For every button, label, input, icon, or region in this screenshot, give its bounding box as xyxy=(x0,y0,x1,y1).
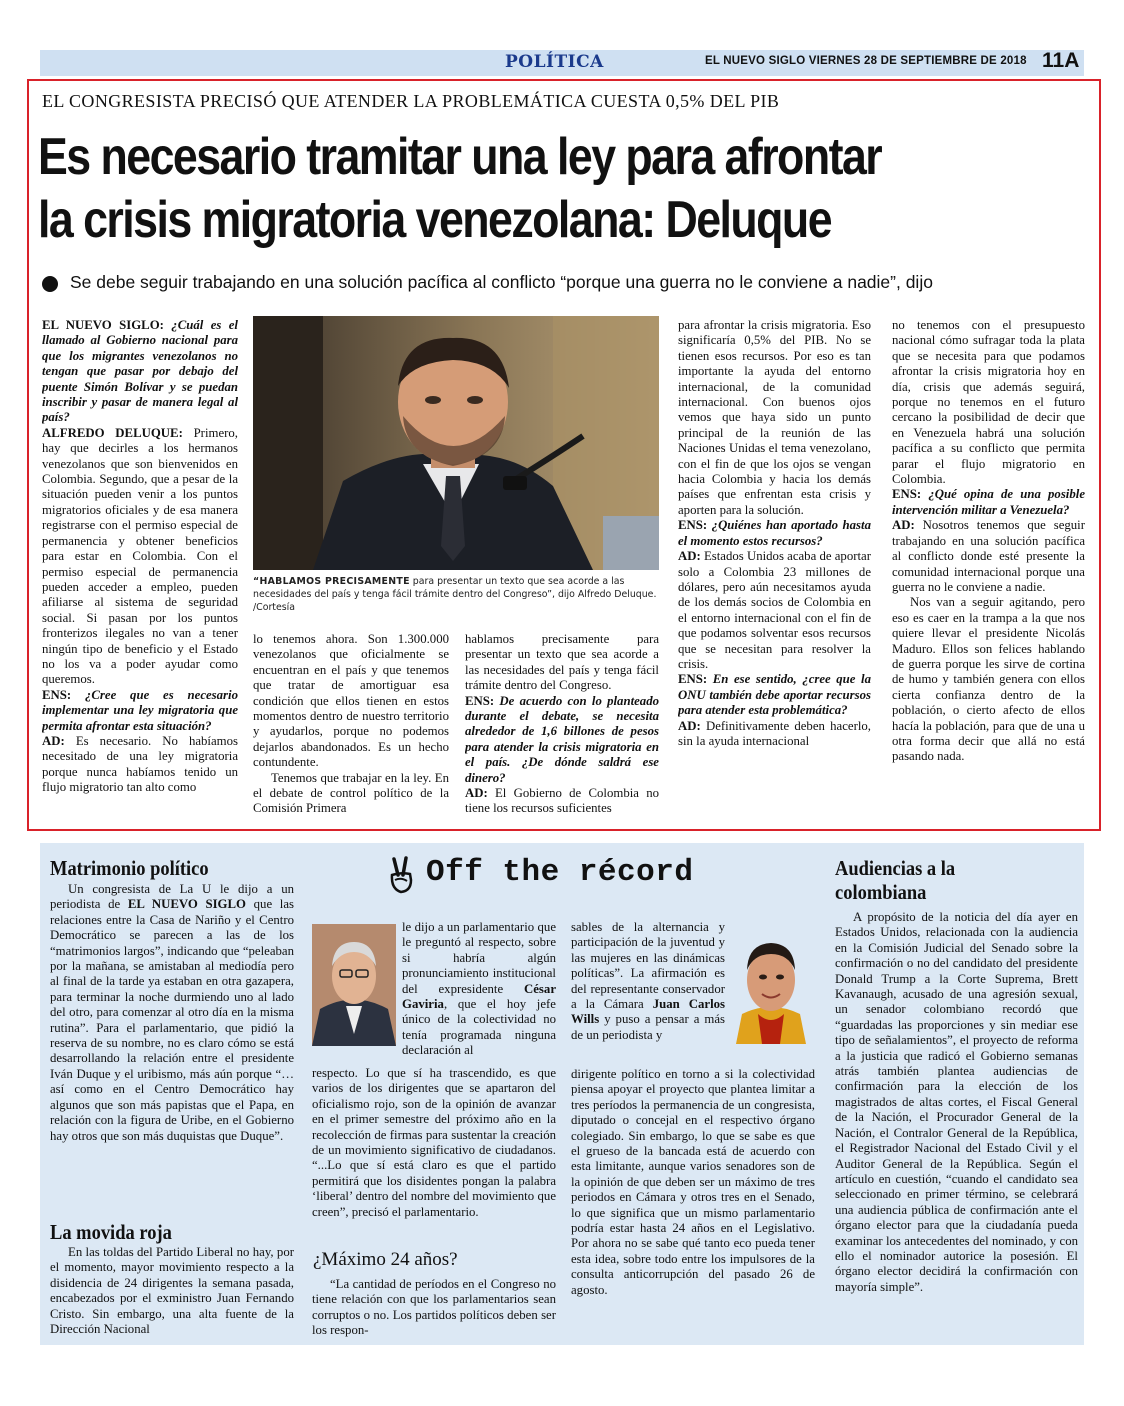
juan-carlos-wills-photo xyxy=(728,922,814,1044)
paragraph: A propósito de la noticia del día ayer en Estados Unidos, relacionada con la audiencia en la Comisión Judicial del Senado sobre la confirmación o no del candidato del presidente Donald Trump a la Corte Suprema, Brett Kavanaugh, acusado de una agresión sexual, un senador colombiano recordó que “guardadas las proporciones y sin mediar ese tipo de señalamientos”, el proyecto de reforma a la justicia que radicó el Gobierno semanas atrás también plantea audiencias de confirmación para la elección de los magistrados de altas cortes, el Fiscal General de la Nación, el Procurador General de la Nación, el Contralor General de la República, el Registrador Nacional del Estado Civil y el Auditor General de la República. Según el artículo en cuestión, “cuando el candidato sea seleccionado en primer término, se celebrará una audiencia pública de confirmación ante el órgano elector para que la ciudadanía pueda examinar los antecedentes del nominado, y con ello el nominador autorice la posesión. El órgano elector decidirá la confirmación con mayoría simple”. xyxy=(835,910,1078,1294)
answer-text: Nosotros tenemos que seguir trabajando en una solución pacífica al conflicto donde esté presente la comunidad internacional porque una guerra no le conviene a nadie. xyxy=(892,518,1085,594)
paragraph: dirigente político en torno a si la colectividad piensa apoyar el proyecto que plantea limitar a tres períodos la permanencia de un congresista, diputado o concejal en el respectivo órgano colegiado. Sin embargo, lo que se sabe es que el grueso de la bancada está de acuerdo con esta limitante, aunque varios senadores son de la opinión de que deben ser un máximo de tres periodos en Cámara y otros tres en el Senado, lo que significa que un mismo parlamentario podría estar hasta 24 años en el Legislativo. Por ahora no se sabe qué tanto eco pueda tener esta idea, sobre todo entre los impulsores de la consulta anticorrupción del pasado 26 de agosto. xyxy=(571,1067,815,1297)
movida-roja-text xyxy=(50,1245,294,1340)
text: que las relaciones entre la Casa de Nariño y el Centro Democrático se parecen a las de los “matrimonios largos”, indicando que “peleaban por la mañana, se amistaban al mediodía pero al final de la tarde ya estaban en otra gazapera, para terminar la noche durmiendo uno al lado del otro, para comenzar al otro día en la misma rutina”. Para el parlamentario, que pidió la reserva de su nombre, no es claro cómo se está desarrollando la relación entre el presidente Iván Duque y el uribismo, más aún porque “…así como en el Centro Democrático hay algunos que son más papistas que el Papa, en relación con la figura de Uribe, en el Gobierno hay otros que son más duquistas que Duque”. xyxy=(50,897,294,1143)
audiencias-title xyxy=(835,856,955,904)
question-text: En ese sentido, ¿cree que la ONU también debe aportar recursos para atender esta problemática? xyxy=(678,672,871,718)
speaker-label: EL NUEVO SIGLO: xyxy=(42,318,172,332)
question xyxy=(892,487,1085,518)
maximo-24-text xyxy=(312,1277,556,1340)
article-column-5 xyxy=(892,318,1085,826)
paragraph xyxy=(50,882,294,1144)
newspaper-name: EL NUEVO SIGLO xyxy=(127,897,247,912)
matrimonio-title: Matrimonio político xyxy=(50,856,209,880)
wills-photo-illustration xyxy=(728,922,814,1044)
speaker-label: ENS: xyxy=(678,518,712,533)
paragraph: lo tenemos ahora. Son 1.300.000 venezolanos que oficialmente se encuentran en el país y que tenemos que tratar de amortiguar esa condición que ellos tienen en estos momentos dentro de nuestro territorio y ayudarlos, porque no podemos dejarlos abandonados. Es un hecho contundente. xyxy=(253,632,449,770)
answer xyxy=(465,786,659,817)
answer-text: Es necesario. No habíamos necesitado de una ley migratoria porque nunca habíamos tenido un flujo migratorio tan alto como xyxy=(42,733,238,795)
paragraph: respecto. Lo que sí ha trascendido, es que varios de los dirigentes que se apartaron del oficialismo rojo, son de la opinión de avanzar en el primer semestre del próximo año en la recolección de firmas para sustentar la creación de un movimiento significativo de ciudadanos. “...Lo que sí está claro es que el partido permitirá que los disidentes pongan la palabra ‘liberal’ dentro del nombre del movimiento que creen”, precisó el parlamentario. xyxy=(312,1066,556,1219)
question-text: ¿Qué opina de una posible intervención militar a Venezuela? xyxy=(892,487,1085,517)
question-1 xyxy=(42,318,238,426)
dateline: EL NUEVO SIGLO VIERNES 28 DE SEPTIEMBRE DE 2018 xyxy=(705,55,1027,67)
speaker-label: ENS: xyxy=(892,487,929,502)
question-2 xyxy=(42,688,238,734)
paragraph: En las toldas del Partido Liberal no hay, por el momento, mayor movimiento respecto a la disidencia de 24 dirigentes la semana pasada, encabezados por el exministro Juan Fernando Cristo. Sin embargo, una alta fuente de la Dirección Nacional xyxy=(50,1245,294,1337)
speaker-label: AD: xyxy=(678,718,706,733)
wills-text-upper xyxy=(571,920,725,1067)
matrimonio-text xyxy=(50,882,294,1210)
answer-text: Estados Unidos acaba de aportar solo a Colombia 23 millones de dólares, pero aún necesitamos ayuda de los demás socios de Colombia en el entorno internacional con el fin de que podamos solventar esos recursos que se necesitan para resolver la crisis. xyxy=(678,549,871,671)
deck-bullet xyxy=(42,276,58,292)
person-name: César Gaviria xyxy=(402,981,556,1012)
article-column-3 xyxy=(465,632,659,828)
article-column-4 xyxy=(678,318,871,826)
article-kicker: EL CONGRESISTA PRECISÓ QUE ATENDER LA PROBLEMÁTICA CUESTA 0,5% DEL PIB xyxy=(42,91,780,111)
headline-line-1: Es necesario tramitar una ley para afrontar xyxy=(38,128,882,186)
speaker-label: ALFREDO DELUQUE: xyxy=(42,425,194,440)
article-column-2 xyxy=(253,632,449,828)
paragraph xyxy=(571,920,725,1043)
audiencias-title-line-2: colombiana xyxy=(835,880,927,904)
speaker-label: ENS: xyxy=(678,672,713,687)
paragraph: para afrontar la crisis migratoria. Eso significaría 0,5% del PIB. No se tienen esos recursos. Por eso es tan importante la ayuda del entorno internacional, de la comunidad internacional. Con buenos ojos vemos que haya sido un punto principal de la reunión de las Naciones Unidas el tema venezolano, con el fin de que los ojos se vengan hacia Colombia y hacia los demás países que enfrentan esta crisis y aporten para la solución. xyxy=(678,318,871,517)
answer-text: Primero, hay que decirles a los hermanos venezolanos que son bienvenidos en Colombia. Segundo, que a pesar de la situación pueden venir a los puntos migratorios oficiales y de esa manera registrarse con el permiso especial de permanencia y obtener beneficios para estar en Colombia. Con el permiso especial de permanencia pueden acceder a empleo, pueden afiliarse al sistema de seguridad social. Si pasan por los puntos fronterizos ilegales no van a tener ningún tipo de beneficio y el Estado no los va a poder ayudar como queremos. xyxy=(42,425,238,687)
gaviria-text-upper xyxy=(402,920,556,1067)
gaviria-photo-illustration xyxy=(312,924,396,1046)
gaviria-text-lower xyxy=(312,1066,556,1240)
text: le dijo a un parlamentario que le preguntó al respecto, sobre si habría algún pronunciamiento institucional del expresidente xyxy=(402,920,556,996)
paragraph: Tenemos que trabajar en la ley. En el debate de control político de la Comisión Primera xyxy=(253,770,449,816)
answer-text: El Gobierno de Colombia no tiene los recursos suficientes xyxy=(465,786,659,816)
text: Un congresista de La U le dijo a un periodista de xyxy=(50,882,294,912)
cesar-gaviria-photo xyxy=(312,924,396,1046)
question-text: De acuerdo con lo planteado durante el debate, se necesita alrededor de 1,6 billones de pesos para atender la crisis migratoria en el país. ¿De dónde saldrá ese dinero? xyxy=(465,693,659,785)
audiencias-title-line-1: Audiencias a la xyxy=(835,856,956,880)
audiencias-text xyxy=(835,910,1078,1342)
speaker-label: ENS: xyxy=(465,693,500,708)
question xyxy=(678,672,871,718)
answer-text: Definitivamente deben hacerlo, sin la ayuda internacional xyxy=(678,718,871,748)
speaker-label: ENS: xyxy=(42,687,85,702)
movida-roja-title: La movida roja xyxy=(50,1220,172,1244)
maximo-24-title: ¿Máximo 24 años? xyxy=(313,1249,458,1270)
person-name: Juan Carlos Wills xyxy=(571,997,725,1027)
caption-lead: “HABLAMOS PRECISAMENTE xyxy=(253,576,410,587)
question xyxy=(678,518,871,549)
text: y puso a pensar a más de un periodista y xyxy=(571,1012,725,1042)
article-deck: Se debe seguir trabajando en una solución pacífica al conflicto “porque una guerra no le conviene a nadie”, dijo xyxy=(70,272,933,292)
text: , que el hoy jefe único de la colectividad no tenía programada ninguna declaración al xyxy=(402,997,556,1058)
question-text: ¿Cree que es necesario implementar una ley migratoria que permita afrontar esta situación? xyxy=(42,687,238,733)
photo-caption xyxy=(253,575,657,614)
speaker-label: AD: xyxy=(465,786,495,801)
section-name: POLÍTICA xyxy=(505,52,604,72)
paragraph xyxy=(402,920,556,1059)
answer xyxy=(892,518,1085,595)
speaker-label: AD: xyxy=(678,549,704,564)
speaker-label: AD: xyxy=(42,733,76,748)
paragraph: no tenemos con el presupuesto nacional cómo sufragar toda la plata que se necesita para que podamos afrontar la crisis migratoria hoy en día, crisis que además seguirá, porque no tenemos en el futuro cercano la posibilidad de decir que en Venezuela habrá una solución pacífica a su conflicto que permita parar el flujo migratorio en Colombia. xyxy=(892,318,1085,487)
deluque-photo-illustration xyxy=(253,316,659,570)
page-number: 11A xyxy=(1042,49,1080,72)
text: sables de la alternancia y participación de la juventud y las mujeres en las dinámicas políticas”. La afirmación es del representante conservador a la Cámara xyxy=(571,920,725,1012)
paragraph: “La cantidad de períodos en el Congreso no tiene relación con que los parlamentarios sean corruptos o no. Los partidos políticos deben ser los respon- xyxy=(312,1277,556,1338)
article-headline xyxy=(38,126,950,252)
answer xyxy=(678,719,871,750)
question-text: ¿Cuál es el llamado al Gobierno nacional para que los migrantes venezolanos no tengan que pasar por debajo del puente Simón Bolívar y se puedan inscribir y pasar de manera legal al país? xyxy=(42,318,238,425)
question-text: ¿Quiénes han aportado hasta el momento estos recursos? xyxy=(678,518,871,548)
wills-text-lower xyxy=(571,1067,815,1340)
paragraph: Nos van a seguir agitando, pero eso es caer en la trampa a la que nos quiere llevar el presidente Nicolás Maduro. Ellos son felices hablando de guerra porque les sirve de cortina de humo y también genera con ellos cierta confianza dentro de la población, o cierto afecto de ellos hacía la población, para que de una u otra forma decir que allá no está pasando nada. xyxy=(892,595,1085,764)
speaker-label: AD: xyxy=(892,518,923,533)
paragraph: hablamos precisamente para presentar un texto que sea acorde a las necesidades del país y tenga fácil trámite dentro del Congreso. xyxy=(465,632,659,693)
answer-1 xyxy=(42,426,238,688)
caption-text: para presentar un texto que sea acorde a las necesidades del país y tenga fácil trámite dentro del Congreso”, dijo Alfredo Deluque. /Cortesía xyxy=(253,576,657,613)
article-column-1 xyxy=(42,318,238,826)
deluque-photo xyxy=(253,316,659,570)
question xyxy=(465,694,659,786)
answer xyxy=(678,549,871,672)
victory-hand-icon xyxy=(386,855,416,895)
headline-line-2: la crisis migratoria venezolana: Deluque xyxy=(38,191,832,249)
answer-2 xyxy=(42,734,238,796)
off-the-record-title: Off the récord xyxy=(426,855,694,890)
